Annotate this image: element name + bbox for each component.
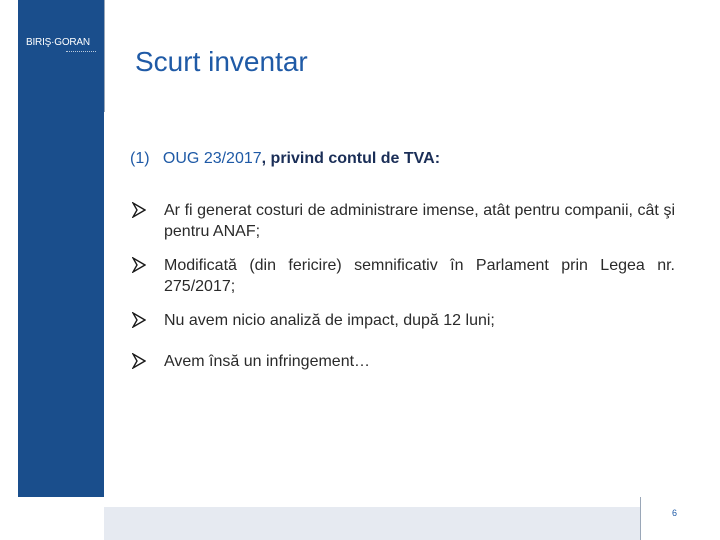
list-item	[130, 255, 675, 297]
section-number: (1)	[130, 150, 150, 167]
list-item	[130, 351, 675, 372]
bullet-list	[130, 200, 675, 392]
footer-divider	[640, 497, 641, 540]
arrow-bullet-icon	[132, 202, 146, 218]
arrow-bullet-icon	[132, 257, 146, 273]
bullet-text: Nu avem nicio analiză de impact, după 12 luni;	[164, 312, 495, 329]
brand-sidebar	[18, 0, 104, 497]
section-description: , privind contul de TVA:	[261, 150, 441, 167]
arrow-bullet-icon	[132, 312, 146, 328]
logo-tagline-mark	[66, 51, 96, 54]
title-divider	[104, 0, 105, 112]
bullet-text: Avem însă un infringement…	[164, 353, 371, 370]
section-heading	[130, 150, 440, 168]
footer-bar	[104, 507, 640, 540]
slide-title: Scurt inventar	[135, 46, 308, 77]
company-logo	[26, 37, 98, 63]
bullet-text: Modificată (din fericire) semnificativ în Parlament prin Legea nr. 275/2017;	[164, 257, 675, 295]
logo-text: BIRIŞ·GORAN	[26, 37, 90, 48]
list-item	[130, 310, 675, 331]
arrow-bullet-icon	[132, 353, 146, 369]
list-item	[130, 200, 675, 242]
bullet-text: Ar fi generat costuri de administrare imense, atât pentru companii, cât şi pentru ANAF;	[164, 202, 675, 240]
section-reference: OUG 23/2017	[162, 150, 262, 167]
page-number: 6	[672, 508, 678, 518]
